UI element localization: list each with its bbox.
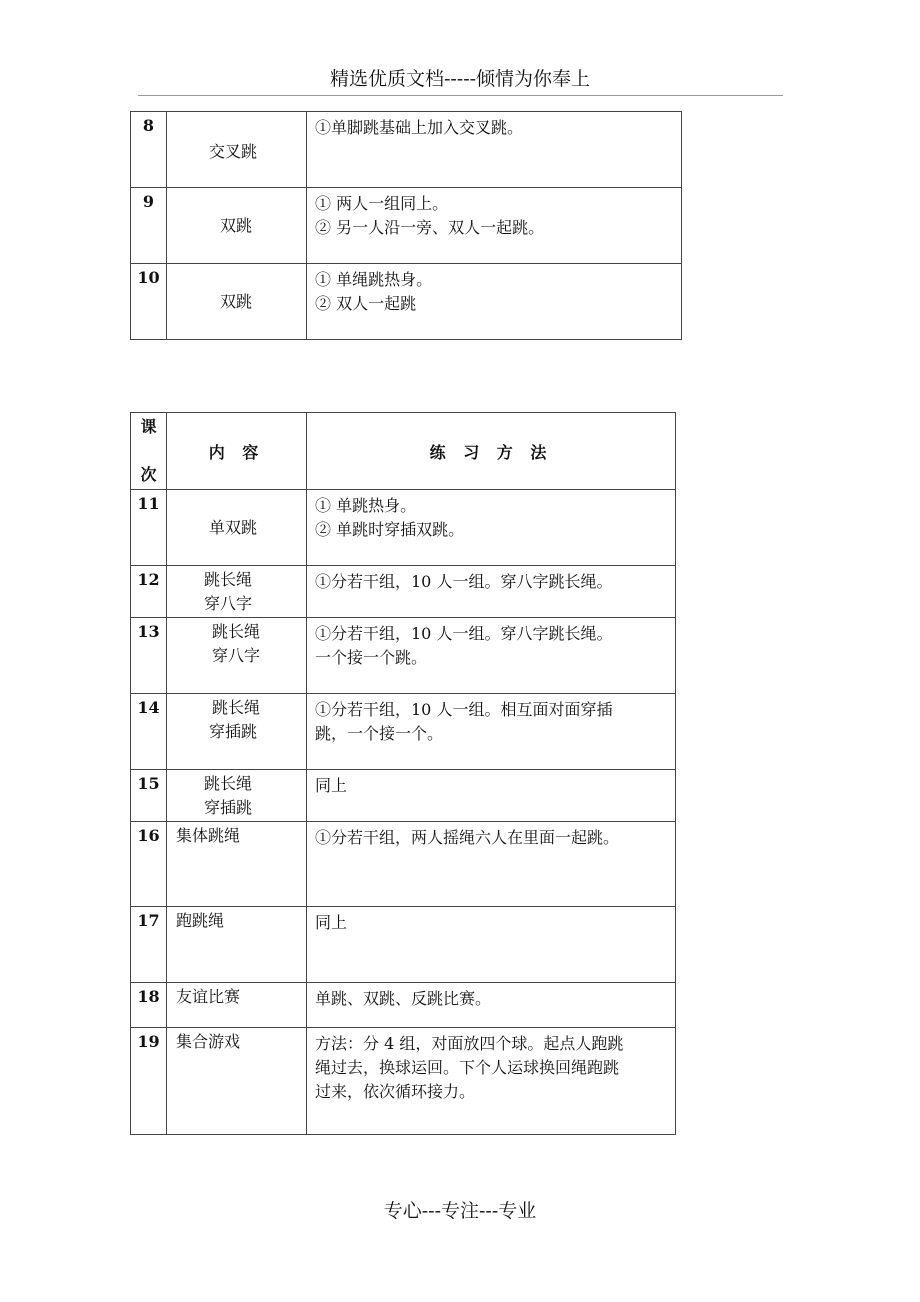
header-num-top: 课	[140, 417, 157, 436]
lesson-number: 9	[131, 188, 167, 264]
content-line: 双跳	[220, 292, 253, 311]
lesson-number: 17	[131, 907, 167, 983]
table-header-row	[131, 413, 676, 490]
lesson-method	[307, 490, 676, 566]
method-line: ① 单跳热身。	[315, 496, 417, 515]
method-line: 一个接一个跳。	[315, 648, 428, 667]
lesson-method	[307, 694, 676, 770]
table-row	[131, 490, 676, 566]
lesson-number: 19	[131, 1028, 167, 1135]
lesson-table-2	[130, 412, 676, 1135]
header-lesson-number	[131, 413, 167, 490]
lesson-number: 10	[131, 264, 167, 340]
content-line: 跳长绳	[212, 622, 261, 641]
lesson-content	[167, 264, 307, 340]
header-num-bottom: 次	[140, 465, 157, 484]
lesson-number: 15	[131, 770, 167, 822]
lesson-content	[167, 983, 307, 1028]
content-line: 集合游戏	[176, 1032, 241, 1051]
table-row	[131, 907, 676, 983]
table-row	[131, 264, 682, 340]
lesson-method	[307, 770, 676, 822]
lesson-number: 8	[131, 112, 167, 188]
content-line: 跳长绳	[204, 774, 253, 793]
table-row	[131, 770, 676, 822]
content-line: 穿插跳	[209, 722, 258, 741]
table-row	[131, 618, 676, 694]
content-line: 集体跳绳	[176, 826, 241, 845]
lesson-number: 11	[131, 490, 167, 566]
header-divider	[138, 95, 783, 96]
table-row	[131, 694, 676, 770]
table-row	[131, 566, 676, 618]
lesson-number: 13	[131, 618, 167, 694]
lesson-content	[167, 566, 307, 618]
method-line: ② 单跳时穿插双跳。	[315, 520, 465, 539]
table-row	[131, 112, 682, 188]
method-line: ② 双人一起跳	[315, 294, 417, 313]
header-content: 内 容	[167, 413, 307, 490]
lesson-table-1	[130, 111, 682, 340]
lesson-content	[167, 770, 307, 822]
lesson-content	[167, 188, 307, 264]
content-line: 单双跳	[209, 518, 258, 537]
lesson-method	[307, 983, 676, 1028]
lesson-content	[167, 694, 307, 770]
lesson-method	[307, 188, 682, 264]
lesson-method	[307, 1028, 676, 1135]
lesson-content	[167, 112, 307, 188]
table-row	[131, 983, 676, 1028]
method-line: 绳过去，换球运回。下个人运球换回绳跑跳	[315, 1058, 620, 1077]
method-line: ① 单绳跳热身。	[315, 270, 433, 289]
header-method: 练 习 方 法	[307, 413, 676, 490]
content-line: 跑跳绳	[176, 911, 225, 930]
lesson-method	[307, 112, 682, 188]
lesson-number: 12	[131, 566, 167, 618]
content-line: 穿八字	[204, 594, 253, 613]
lesson-content	[167, 490, 307, 566]
table-row	[131, 188, 682, 264]
content-line: 双跳	[220, 216, 253, 235]
content-line: 交叉跳	[209, 142, 258, 161]
lesson-method	[307, 618, 676, 694]
content-line: 穿八字	[212, 646, 261, 665]
lesson-number: 16	[131, 822, 167, 907]
method-line: 单跳、双跳、反跳比赛。	[315, 989, 492, 1008]
lesson-content	[167, 618, 307, 694]
method-line: ①分若干组，10 人一组。相互面对面穿插	[315, 700, 613, 719]
method-line: ② 另一人沿一旁、双人一起跳。	[315, 218, 545, 237]
content-line: 跳长绳	[212, 698, 261, 717]
method-line: 同上	[315, 913, 348, 932]
lesson-number: 18	[131, 983, 167, 1028]
method-line: ① 两人一组同上。	[315, 194, 449, 213]
content-line: 友谊比赛	[176, 987, 241, 1006]
content-line: 跳长绳	[204, 570, 253, 589]
page-header: 精选优质文档-----倾情为你奉上	[329, 68, 591, 90]
content-line: 穿插跳	[204, 798, 253, 817]
lesson-content	[167, 1028, 307, 1135]
method-line: ①分若干组，10 人一组。穿八字跳长绳。	[315, 572, 613, 591]
lesson-number: 14	[131, 694, 167, 770]
method-line: 方法：分 4 组，对面放四个球。起点人跑跳	[315, 1034, 624, 1053]
lesson-method	[307, 822, 676, 907]
method-line: 同上	[315, 776, 348, 795]
table-row	[131, 822, 676, 907]
lesson-method	[307, 264, 682, 340]
lesson-method	[307, 907, 676, 983]
lesson-method	[307, 566, 676, 618]
page-footer: 专心---专注---专业	[383, 1200, 537, 1222]
method-line: ①分若干组，10 人一组。穿八字跳长绳。	[315, 624, 613, 643]
lesson-content	[167, 907, 307, 983]
lesson-content	[167, 822, 307, 907]
method-line: ①分若干组，两人摇绳六人在里面一起跳。	[315, 828, 620, 847]
method-line: 跳，一个接一个。	[315, 724, 444, 743]
method-line: 过来，依次循环接力。	[315, 1082, 476, 1101]
method-line: ①单脚跳基础上加入交叉跳。	[315, 118, 524, 137]
table-row	[131, 1028, 676, 1135]
